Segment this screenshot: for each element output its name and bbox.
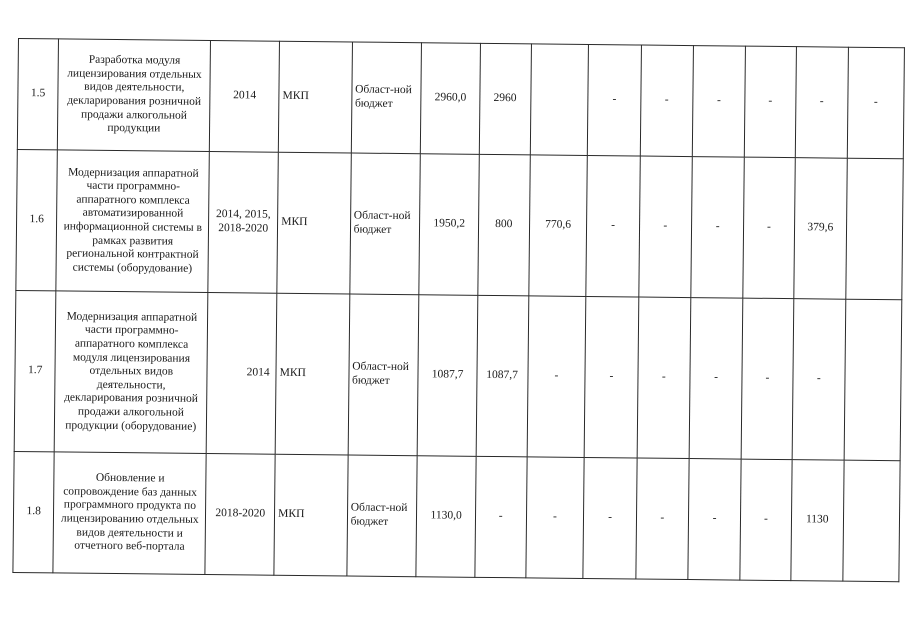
year-value: - [585,296,639,458]
funding-source: Област-ной бюджет [349,153,420,295]
table-row [13,451,900,581]
year-value: - [688,459,742,581]
year-value: - [636,458,690,580]
year-value: 1087,7 [476,295,529,457]
year-value: 800 [478,154,530,296]
activity-name: Разработка модуля лицензирования отдельных видов деятельности, декларирования розничной продажи алкогольной продукции [58,39,211,152]
year-value: - [583,457,637,579]
period: 2014 [206,293,277,455]
total-amount: 1087,7 [418,295,478,457]
year-value: 1130 [791,460,845,582]
year-value: - [740,459,792,581]
year-value: - [792,299,846,461]
year-value: - [741,298,793,460]
funding-source: Област-ной бюджет [351,42,422,154]
year-value: 379,6 [793,158,847,300]
year-value: - [691,157,745,299]
year-value: - [795,47,848,159]
period: 2014 [210,41,280,153]
total-amount: 1950,2 [419,154,479,296]
year-value: - [640,45,693,157]
year-value: 770,6 [528,155,587,297]
year-value [530,44,589,156]
executor: МКП [278,41,352,153]
year-value: - [692,46,745,158]
year-value: - [525,457,584,579]
year-value: 2960 [479,43,531,155]
period: 2014, 2015, 2018-2020 [208,152,278,294]
year-value: - [638,156,692,298]
table-row [17,39,904,159]
total-amount: 1130,0 [416,456,475,578]
period: 2018-2020 [205,453,275,575]
executor: МКП [274,454,348,576]
executor: МКП [277,152,351,294]
row-number: 1.7 [14,290,56,451]
year-value: - [689,298,743,460]
funding-source: Област-ной бюджет [347,455,418,577]
year-value [844,299,902,461]
executor: МКП [275,293,349,455]
total-amount: 2960,0 [421,43,480,155]
activity-name: Обновление и сопровождение баз данных программного продукта по лицензированию отдельных видов деятельности и отчетного веб-портала [53,452,206,575]
year-value: - [475,456,527,578]
year-value: - [847,47,904,159]
year-value: - [637,297,691,459]
year-value [843,460,900,582]
year-value: - [527,296,586,458]
year-value: - [588,44,641,156]
year-value [846,158,904,300]
activity-name: Модернизация аппаратной части программно-аппаратного комплекса модуля лицензирования отдельных видов деятельности, декларирования розничной продажи алкогольной продукции (оборудование) [54,291,208,454]
activity-name: Модернизация аппаратной части программно-аппаратного комплекса автоматизированной информационной системы в рамках развития региональной контрактной системы (оборудование) [56,150,209,293]
row-number: 1.8 [13,451,55,572]
year-value: - [586,155,640,297]
row-number: 1.5 [17,39,58,150]
table-row [14,290,902,460]
funding-source: Област-ной бюджет [348,294,420,456]
row-number: 1.6 [16,149,58,290]
year-value: - [745,46,797,158]
year-value: - [743,157,795,299]
table-row [16,149,903,299]
budget-table [12,38,905,582]
